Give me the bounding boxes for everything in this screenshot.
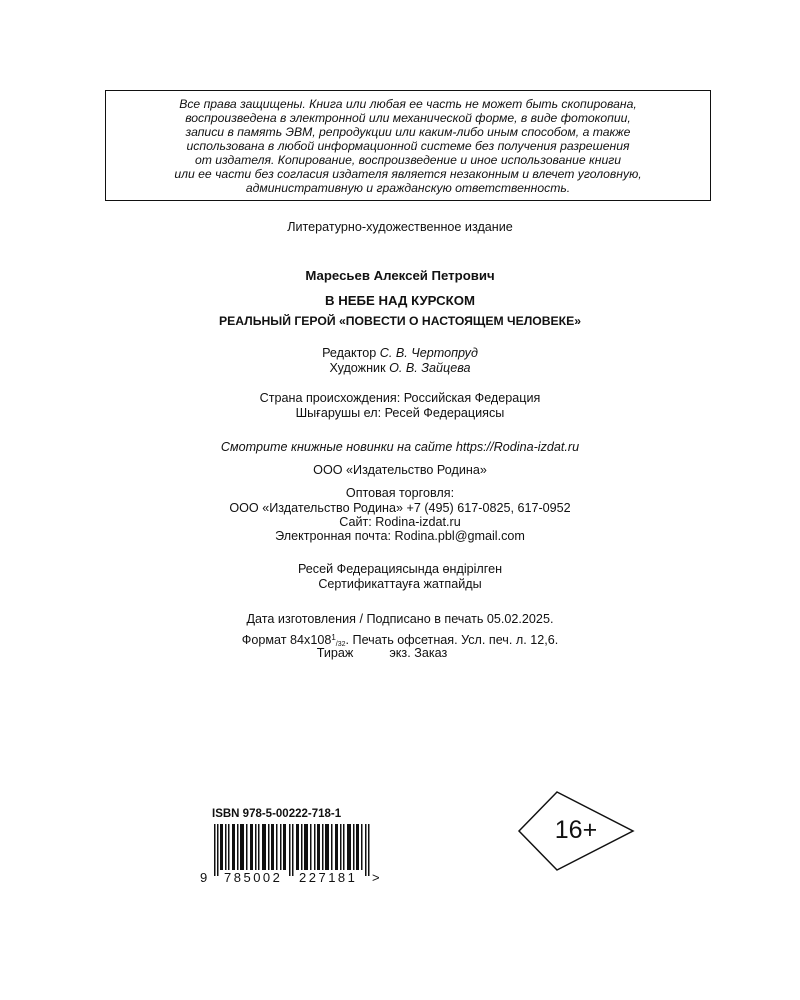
copyright-line: использована в любой информационной системе без получения разрешения bbox=[186, 139, 630, 153]
print-run-label: Тираж bbox=[316, 646, 354, 660]
copyright-line: записи в память ЭВМ, репродукции или каким-либо иным способом, а также bbox=[185, 125, 631, 139]
copyright-line: Все права защищены. Книга или любая ее часть не может быть скопирована, bbox=[179, 97, 637, 111]
format-fraction-numerator: 1 bbox=[331, 633, 336, 642]
print-date: Дата изготовления / Подписано в печать 05.02.2025. bbox=[246, 612, 554, 626]
format-prefix: Формат 84x108 bbox=[241, 633, 332, 647]
editor-name: С. В. Чертопруд bbox=[379, 346, 478, 360]
print-format: Формат $84x108^1/32$. Печать офсетная. Усл. печ. л. 12,6. bbox=[241, 633, 559, 648]
editor-credit bbox=[0, 346, 800, 361]
barcode-digits-left: 785002 bbox=[224, 870, 283, 885]
book-subtitle: РЕАЛЬНЫЙ ГЕРОЙ «ПОВЕСТИ О НАСТОЯЩЕМ ЧЕЛОВЕКЕ» bbox=[218, 314, 582, 328]
kz-production-note: Ресей Федерациясында өндірілген bbox=[297, 562, 503, 576]
format-fraction-denominator: 32 bbox=[337, 641, 346, 648]
barcode-graphic bbox=[212, 824, 374, 876]
wholesale-contact: ООО «Издательство Родина» +7 (495) 617-0825, 617-0952 bbox=[229, 501, 571, 515]
wholesale-label: Оптовая торговля: bbox=[345, 486, 455, 500]
barcode-end-marker: > bbox=[372, 870, 380, 885]
book-title: В НЕБЕ НАД КУРСКОМ bbox=[325, 293, 475, 308]
isbn-barcode-block bbox=[200, 808, 385, 888]
copyright-notice-box bbox=[105, 90, 711, 201]
artist-label: Художник bbox=[329, 361, 386, 375]
barcode-digits-right: 227181 bbox=[299, 870, 358, 885]
copyright-line: воспроизведена в электронной или механической форме, в виде фотокопии, bbox=[185, 111, 631, 125]
format-suffix: . Печать офсетная. Усл. печ. л. 12,6. bbox=[345, 633, 559, 647]
edition-type: Литературно-художественное издание bbox=[287, 220, 513, 234]
website-note: Смотрите книжные новинки на сайте https://Rodina-izdat.ru bbox=[220, 440, 580, 454]
copyright-line: административную и гражданскую ответственность. bbox=[245, 181, 571, 195]
artist-name: О. В. Зайцева bbox=[389, 361, 471, 375]
artist-credit bbox=[0, 361, 800, 376]
isbn-number: ISBN 978-5-00222-718-1 bbox=[212, 808, 342, 820]
print-run bbox=[0, 646, 782, 661]
publisher-name: ООО «Издательство Родина» bbox=[313, 463, 487, 477]
origin-ru: Страна происхождения: Российская Федерация bbox=[259, 391, 541, 405]
wholesale-email: Электронная почта: Rodina.pbl@gmail.com bbox=[275, 529, 525, 543]
age-rating-label: 16+ bbox=[554, 816, 598, 844]
barcode-digit-lead: 9 bbox=[200, 870, 208, 885]
copyright-line: или ее части без согласия издателя является незаконным и влечет уголовную, bbox=[174, 167, 642, 181]
kz-certification-note: Сертификаттауға жатпайды bbox=[318, 577, 482, 591]
origin-kz: Шығарушы ел: Ресей Федерациясы bbox=[295, 406, 505, 420]
copyright-line: от издателя. Копирование, воспроизведение и иное использование книги bbox=[194, 153, 622, 167]
wholesale-site: Сайт: Rodina-izdat.ru bbox=[339, 515, 461, 529]
author-name: Маресьев Алексей Петрович bbox=[305, 268, 495, 283]
editor-label: Редактор bbox=[322, 346, 377, 360]
age-rating-badge bbox=[517, 790, 635, 872]
copies-label: экз. Заказ bbox=[389, 646, 448, 660]
